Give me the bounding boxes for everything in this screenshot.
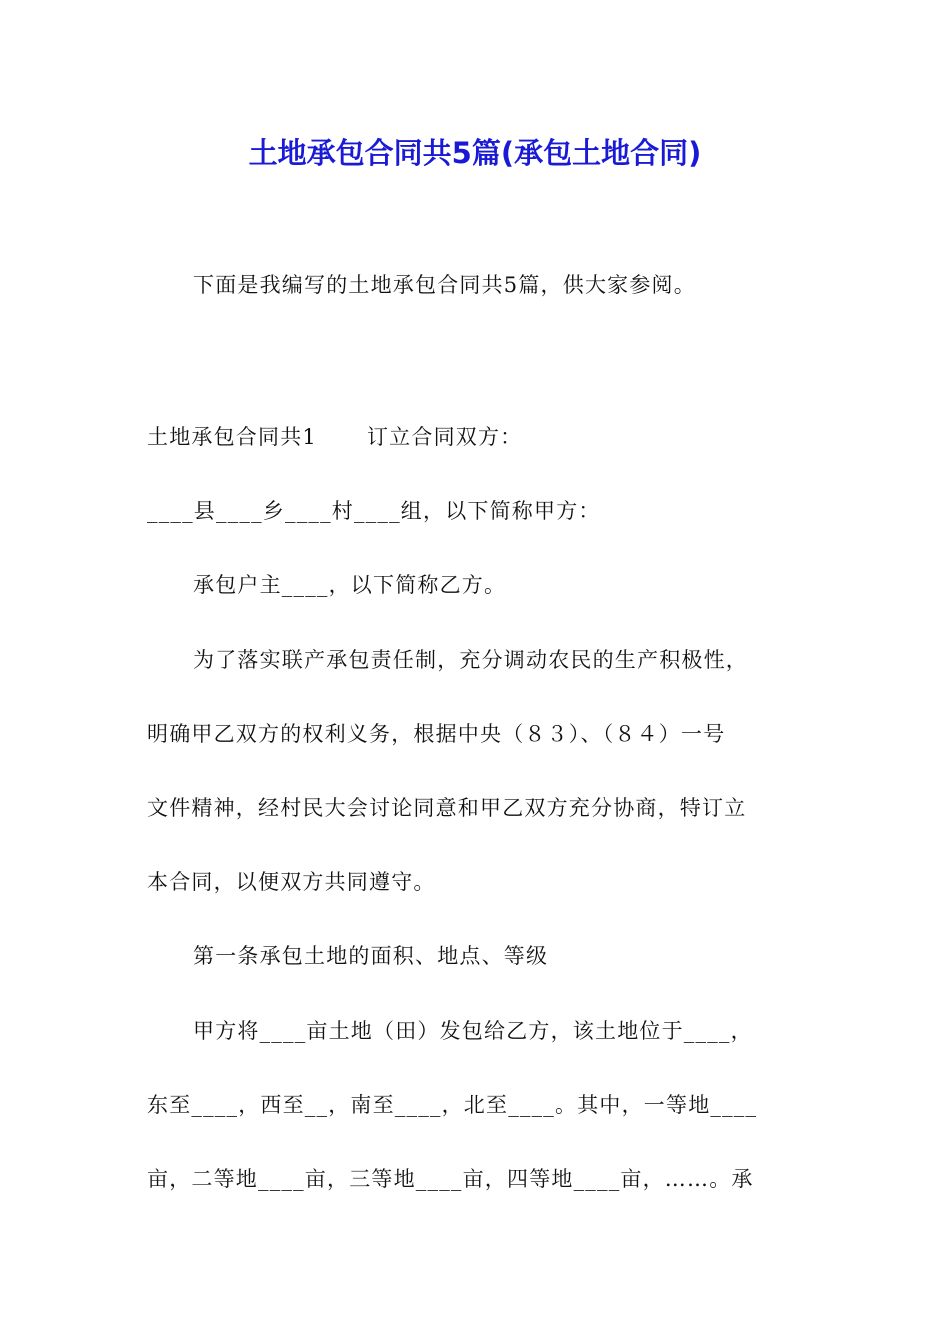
- section-label: 土地承包合同共1: [147, 425, 317, 449]
- text-line: 亩，二等地____亩，三等地____亩，四等地____亩，……。承: [147, 1167, 754, 1191]
- text-line: 本合同，以便双方共同遵守。: [147, 870, 436, 894]
- text-line: 承包户主____，以下简称乙方。: [193, 573, 507, 597]
- section-heading-line: [147, 422, 522, 452]
- section-first-line: 订立合同双方：: [366, 425, 523, 449]
- text-line: 文件精神，经村民大会讨论同意和甲乙双方充分协商，特订立: [147, 796, 747, 820]
- intro-paragraph: 下面是我编写的土地承包合同共5篇，供大家参阅。: [193, 273, 696, 297]
- text-line: 东至____，西至__，南至____，北至____。其中，一等地____: [147, 1093, 758, 1117]
- text-line: 甲方将____亩土地（田）发包给乙方，该土地位于____，: [193, 1019, 753, 1043]
- document-title: 土地承包合同共5篇(承包土地合同): [248, 136, 702, 170]
- text-line: ____县____乡____村____组，以下简称甲方：: [147, 499, 601, 523]
- text-line: 为了落实联产承包责任制，充分调动农民的生产积极性，: [193, 648, 748, 672]
- text-line: 明确甲乙双方的权利义务，根据中央（８３）、（８４）一号: [147, 722, 726, 746]
- article-heading: 第一条承包土地的面积、地点、等级: [193, 944, 549, 968]
